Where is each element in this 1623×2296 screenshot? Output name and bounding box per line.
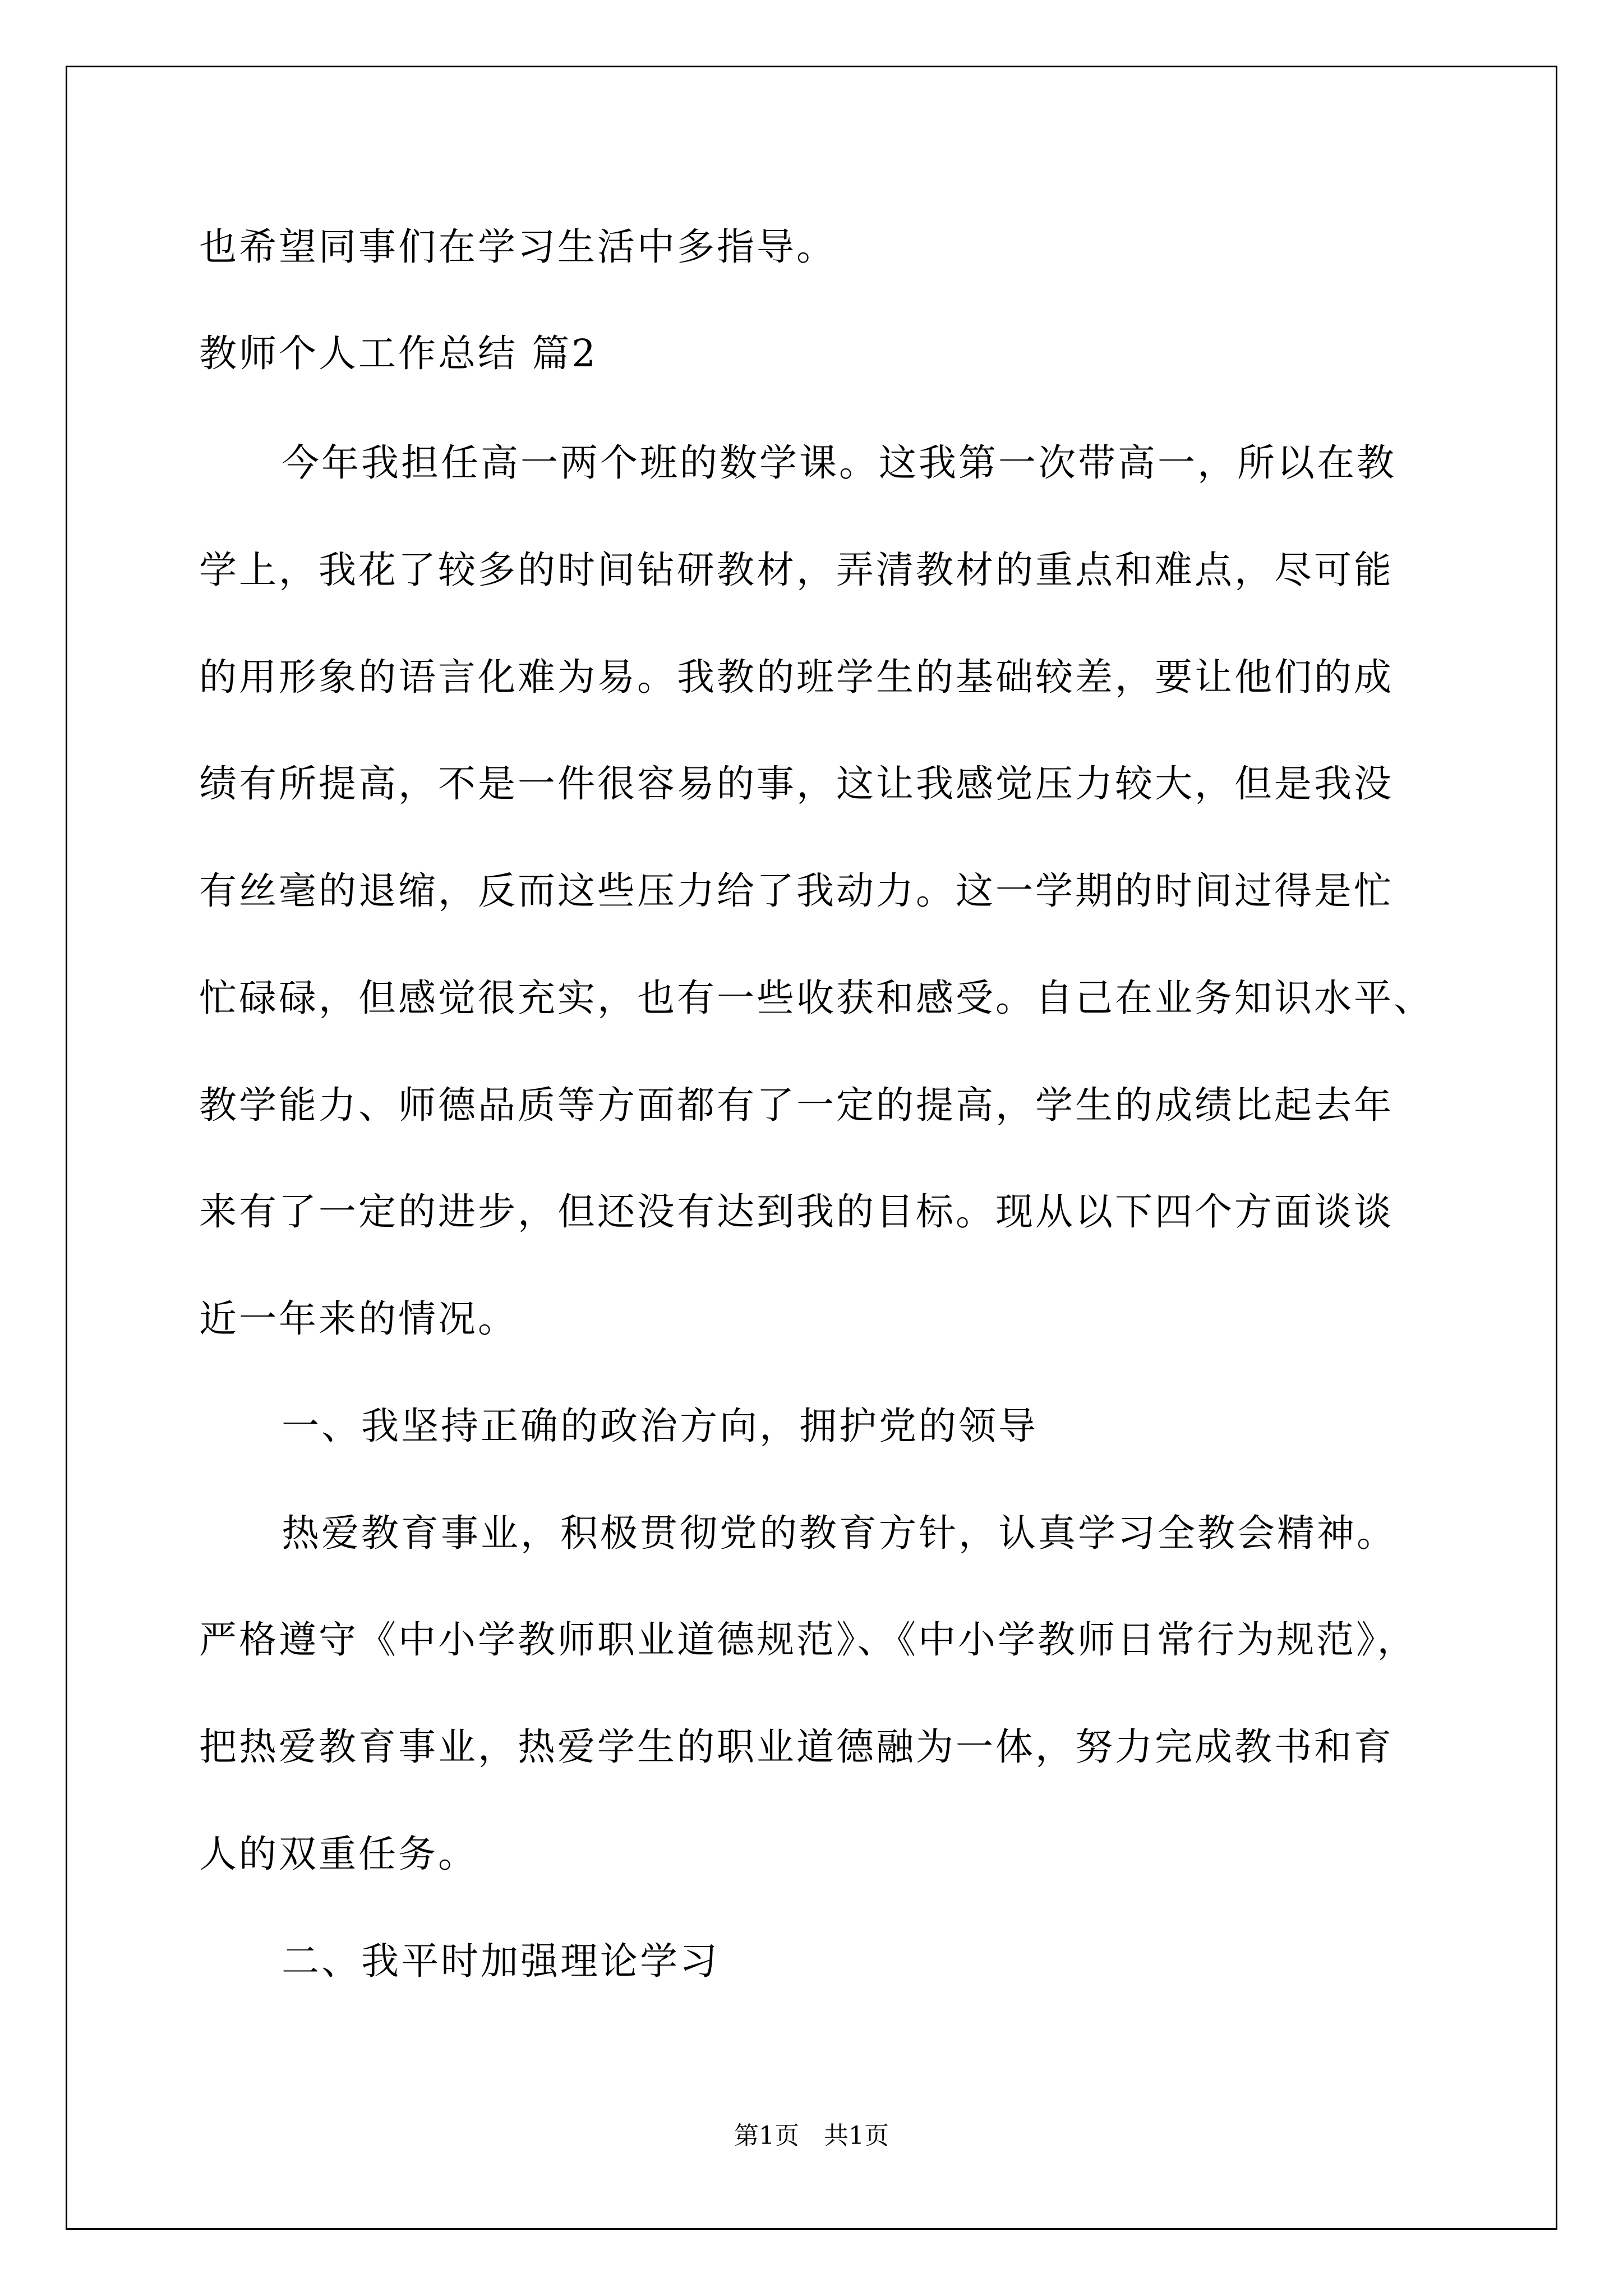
text-line: 学上，我花了较多的时间钻研教材，弄清教材的重点和难点，尽可能 [199, 548, 1394, 592]
text-line: 忙碌碌，但感觉很充实，也有一些收获和感受。自己在业务知识水平、 [199, 976, 1433, 1020]
text-line: 把热爱教育事业，热爱学生的职业道德融为一体，努力完成教书和育 [199, 1725, 1394, 1769]
text-line: 也希望同事们在学习生活中多指导。 [199, 225, 836, 269]
text-line: 人的双重任务。 [199, 1832, 478, 1876]
page-footer: 第1页 共1页 [734, 2122, 889, 2150]
subheading-line: 二、我平时加强理论学习 [282, 1939, 720, 1983]
text-line: 来有了一定的进步，但还没有达到我的目标。现从以下四个方面谈谈 [199, 1190, 1394, 1234]
text-line: 的用形象的语言化难为易。我教的班学生的基础较差，要让他们的成 [199, 655, 1394, 699]
subheading-line: 一、我坚持正确的政治方向，拥护党的领导 [282, 1404, 1038, 1448]
text-line: 绩有所提高，不是一件很容易的事，这让我感觉压力较大，但是我没 [199, 762, 1394, 806]
section-heading: 教师个人工作总结 篇2 [199, 332, 598, 375]
text-line: 今年我担任高一两个班的数学课。这我第一次带高一，所以在教 [282, 441, 1396, 485]
text-line: 教学能力、师德品质等方面都有了一定的提高，学生的成绩比起去年 [199, 1083, 1394, 1127]
text-line: 严格遵守《中小学教师职业道德规范》、《中小学教师日常行为规范》， [199, 1618, 1417, 1662]
page-border [66, 66, 1557, 2230]
text-line: 热爱教育事业，积极贯彻党的教育方针，认真学习全教会精神。 [282, 1511, 1396, 1555]
text-line: 有丝毫的退缩，反而这些压力给了我动力。这一学期的时间过得是忙 [199, 869, 1394, 913]
text-line: 近一年来的情况。 [199, 1297, 518, 1341]
